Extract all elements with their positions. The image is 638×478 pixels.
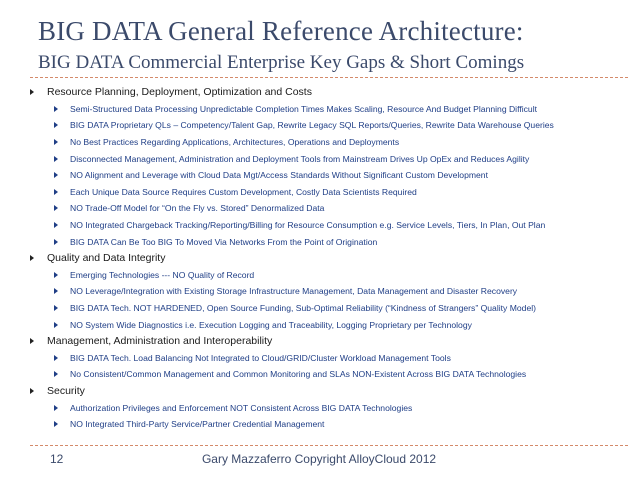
list-item-text: Each Unique Data Source Requires Custom Development, Costly Data Scientists Required <box>70 186 417 197</box>
list-item-text: NO Leverage/Integration with Existing Storage Infrastructure Management, Data Management and Disaster Recovery <box>70 286 518 297</box>
footer-credit: Gary Mazzaferro Copyright AlloyCloud 2012 <box>201 452 437 466</box>
section-heading <box>30 333 630 350</box>
list-item <box>30 233 630 250</box>
footer-divider <box>30 445 628 446</box>
list-item-text: BIG DATA Tech. NOT HARDENED, Open Source Funding, Sub-Optimal Reliability (“Kindness of Strangers” Quality Model) <box>70 303 536 314</box>
list-item-text: BIG DATA Proprietary QLs – Competency/Talent Gap, Rewrite Legacy SQL Reports/Queries, Rewrite Data Warehouse Queries <box>70 120 554 131</box>
bullet-arrow-icon <box>54 139 58 145</box>
list-item <box>30 117 630 134</box>
section-heading-text: Management, Administration and Interoperability <box>47 335 273 348</box>
list-item-text: No Consistent/Common Management and Common Monitoring and SLAs NON-Existent Across BIG DATA Technologies <box>70 369 527 380</box>
list-item <box>30 399 630 416</box>
bullet-arrow-icon <box>54 239 58 245</box>
bullet-arrow-icon <box>30 338 34 344</box>
bullet-arrow-icon <box>54 371 58 377</box>
bullet-arrow-icon <box>54 122 58 128</box>
bullet-arrow-icon <box>30 255 34 261</box>
list-item-text: BIG DATA Can Be Too BIG To Moved Via Networks From the Point of Origination <box>70 236 378 247</box>
bullet-arrow-icon <box>54 272 58 278</box>
bullet-arrow-icon <box>30 388 34 394</box>
bullet-arrow-icon <box>54 322 58 328</box>
list-item <box>30 283 630 300</box>
list-item-text: Disconnected Management, Administration and Deployment Tools from Mainstream Drives Up OpEx and Reduces Agility <box>70 153 530 164</box>
list-item <box>30 150 630 167</box>
bullet-arrow-icon <box>54 288 58 294</box>
bullet-arrow-icon <box>54 222 58 228</box>
list-item <box>30 366 630 383</box>
list-item <box>30 316 630 333</box>
list-item <box>30 200 630 217</box>
list-item-text: NO Alignment and Leverage with Cloud Data Mgt/Access Standards Without Significant Custom Development <box>70 170 488 181</box>
section-heading-text: Security <box>47 384 85 397</box>
list-item <box>30 217 630 234</box>
list-item-text: Authorization Privileges and Enforcement NOT Consistent Across BIG DATA Technologies <box>70 402 413 413</box>
bullet-arrow-icon <box>54 355 58 361</box>
list-item <box>30 267 630 284</box>
bullet-arrow-icon <box>54 189 58 195</box>
list-item-text: No Best Practices Regarding Applications, Architectures, Operations and Deployments <box>70 137 400 148</box>
list-item-text: NO Trade-Off Model for “On the Fly vs. Stored” Denormalized Data <box>70 203 325 214</box>
bullet-list <box>30 84 630 432</box>
list-item-text: Semi-Structured Data Processing Unpredictable Completion Times Makes Scaling, Resource And Budget Planning Difficult <box>70 103 537 114</box>
slide-subtitle: BIG DATA Commercial Enterprise Key Gaps & Short Comings <box>38 52 525 73</box>
section-heading <box>30 250 630 267</box>
list-item-text: NO Integrated Third-Party Service/Partner Credential Management <box>70 419 325 430</box>
bullet-arrow-icon <box>54 156 58 162</box>
title-divider <box>30 77 628 78</box>
bullet-arrow-icon <box>54 172 58 178</box>
list-item <box>30 184 630 201</box>
bullet-arrow-icon <box>54 405 58 411</box>
list-item <box>30 134 630 151</box>
list-item <box>30 167 630 184</box>
list-item-text: Emerging Technologies --- NO Quality of Record <box>70 269 255 280</box>
footer <box>0 452 638 470</box>
bullet-arrow-icon <box>54 106 58 112</box>
list-item <box>30 416 630 433</box>
section-heading-text: Resource Planning, Deployment, Optimization and Costs <box>47 86 312 99</box>
bullet-arrow-icon <box>54 205 58 211</box>
bullet-arrow-icon <box>30 89 34 95</box>
bullet-arrow-icon <box>54 305 58 311</box>
list-item-text: BIG DATA Tech. Load Balancing Not Integrated to Cloud/GRID/Cluster Workload Management Tools <box>70 352 451 363</box>
section-heading-text: Quality and Data Integrity <box>47 252 166 265</box>
list-item <box>30 300 630 317</box>
section-heading <box>30 84 630 101</box>
list-item-text: NO System Wide Diagnostics i.e. Execution Logging and Traceability, Logging Proprietary per Technology <box>70 319 472 330</box>
page-number: 12 <box>50 452 64 466</box>
section-heading <box>30 383 630 400</box>
list-item <box>30 350 630 367</box>
list-item <box>30 101 630 118</box>
list-item-text: NO Integrated Chargeback Tracking/Reporting/Billing for Resource Consumption e.g. Service Levels, Tiers, In Plan, Out Plan <box>70 220 546 231</box>
slide-title: BIG DATA General Reference Architecture: <box>38 16 524 46</box>
bullet-arrow-icon <box>54 421 58 427</box>
